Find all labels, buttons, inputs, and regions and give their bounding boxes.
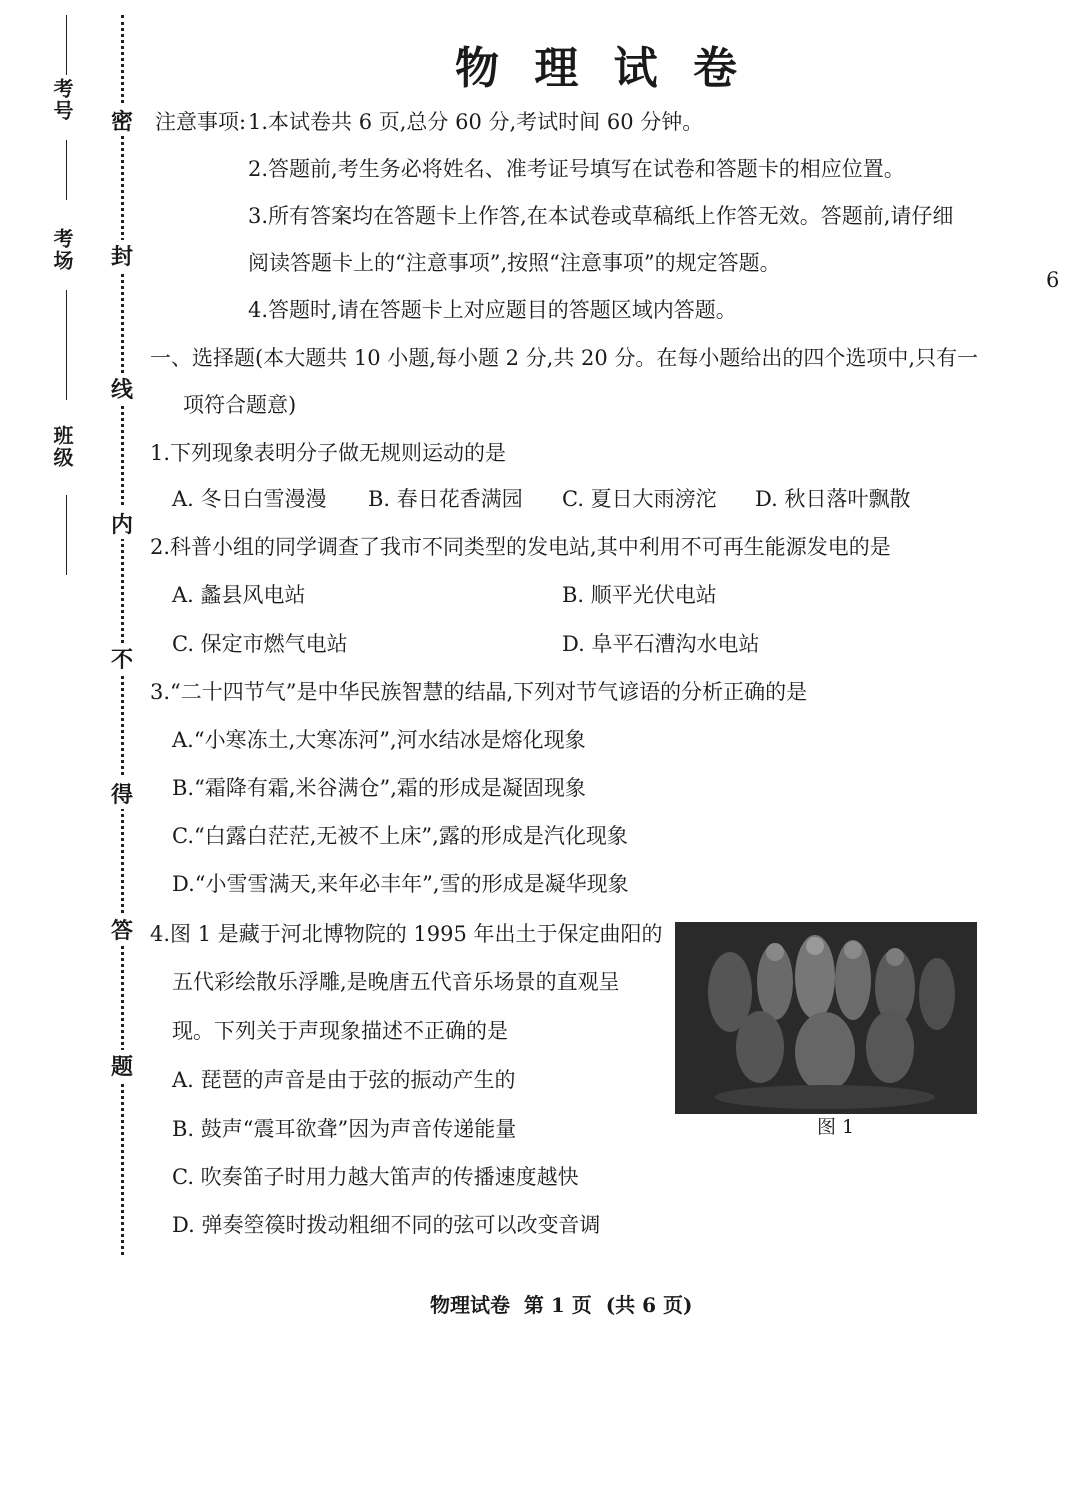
option[interactable]: A. 冬日白雪漫漫 bbox=[172, 487, 327, 511]
section-heading: 一、选择题(本大题共 10 小题,每小题 2 分,共 20 分。在每小题给出的四个选项中,只有一 bbox=[150, 346, 979, 370]
notice-item: 4.答题时,请在答题卡上对应题目的答题区域内答题。 bbox=[248, 298, 737, 322]
option[interactable]: B. 鼓声“震耳欲聋”因为声音传递能量 bbox=[172, 1117, 517, 1141]
seal-char: 题 bbox=[107, 1050, 137, 1081]
notice-item: 阅读答题卡上的“注意事项”,按照“注意事项”的规定答题。 bbox=[248, 251, 781, 275]
exam-room-blank-top bbox=[66, 140, 67, 200]
page-title: 物 理 试 卷 bbox=[455, 43, 747, 94]
exam-room-blank[interactable] bbox=[66, 290, 67, 400]
notice-item: 2.答题前,考生务必将姓名、准考证号填写在试卷和答题卡的相应位置。 bbox=[248, 157, 905, 181]
option[interactable]: B. 春日花香满园 bbox=[368, 487, 523, 511]
exam-room-label: 考场 bbox=[50, 228, 74, 272]
option[interactable]: B. 顺平光伏电站 bbox=[562, 583, 717, 607]
exam-number-label: 考号 bbox=[50, 78, 74, 122]
section-heading-cont: 项符合题意) bbox=[183, 393, 297, 417]
notice-heading: 注意事项: bbox=[155, 110, 247, 134]
seal-char: 密 bbox=[107, 105, 137, 136]
seal-char: 不 bbox=[107, 643, 137, 674]
question-stem: 3.“二十四节气”是中华民族智慧的结晶,下列对节气谚语的分析正确的是 bbox=[150, 680, 808, 704]
option[interactable]: D. 阜平石漕沟水电站 bbox=[562, 632, 760, 656]
question-stem: 2.科普小组的同学调查了我市不同类型的发电站,其中利用不可再生能源发电的是 bbox=[150, 535, 891, 559]
option[interactable]: C.“白露白茫茫,无被不上床”,露的形成是汽化现象 bbox=[172, 824, 628, 848]
question-stem: 现。下列关于声现象描述不正确的是 bbox=[172, 1019, 508, 1043]
exam-number-blank[interactable] bbox=[66, 15, 67, 75]
class-blank[interactable] bbox=[66, 495, 67, 575]
option[interactable]: C. 夏日大雨滂沱 bbox=[562, 487, 717, 511]
seal-char: 内 bbox=[107, 508, 137, 539]
option[interactable]: C. 吹奏笛子时用力越大笛声的传播速度越快 bbox=[172, 1165, 579, 1189]
option[interactable]: A.“小寒冻土,大寒冻河”,河水结冰是熔化现象 bbox=[172, 728, 586, 752]
relief-photo bbox=[675, 922, 977, 1114]
option[interactable]: D.“小雪雪满天,来年必丰年”,雪的形成是凝华现象 bbox=[172, 872, 629, 896]
question-stem: 五代彩绘散乐浮雕,是晚唐五代音乐场景的直观呈 bbox=[172, 970, 620, 994]
class-label: 班级 bbox=[50, 425, 74, 469]
seal-char: 答 bbox=[107, 914, 137, 945]
option[interactable]: C. 保定市燃气电站 bbox=[172, 632, 348, 656]
option[interactable]: A. 蠡县风电站 bbox=[172, 583, 306, 607]
question-stem: 4.图 1 是藏于河北博物院的 1995 年出土于保定曲阳的 bbox=[150, 922, 663, 946]
notice-item: 1.本试卷共 6 页,总分 60 分,考试时间 60 分钟。 bbox=[248, 110, 704, 134]
figure-caption: 图 1 bbox=[817, 1116, 855, 1138]
option[interactable]: D. 秋日落叶飘散 bbox=[755, 487, 911, 511]
notice-item: 3.所有答案均在答题卡上作答,在本试卷或草稿纸上作答无效。答题前,请仔细 bbox=[248, 204, 954, 228]
option[interactable]: B.“霜降有霜,米谷满仓”,霜的形成是凝固现象 bbox=[172, 776, 586, 800]
relief-figures-illustration bbox=[675, 922, 977, 1114]
option[interactable]: D. 弹奏箜篌时拨动粗细不同的弦可以改变音调 bbox=[172, 1213, 601, 1237]
margin-page-note: 6 bbox=[1046, 268, 1060, 292]
seal-char: 封 bbox=[107, 240, 137, 271]
seal-char: 得 bbox=[107, 778, 137, 809]
option[interactable]: A. 琵琶的声音是由于弦的振动产生的 bbox=[172, 1068, 516, 1092]
page-footer: 物理试卷 第 1 页 (共 6 页) bbox=[430, 1293, 693, 1317]
seal-char: 线 bbox=[107, 373, 137, 404]
question-stem: 1.下列现象表明分子做无规则运动的是 bbox=[150, 441, 507, 465]
